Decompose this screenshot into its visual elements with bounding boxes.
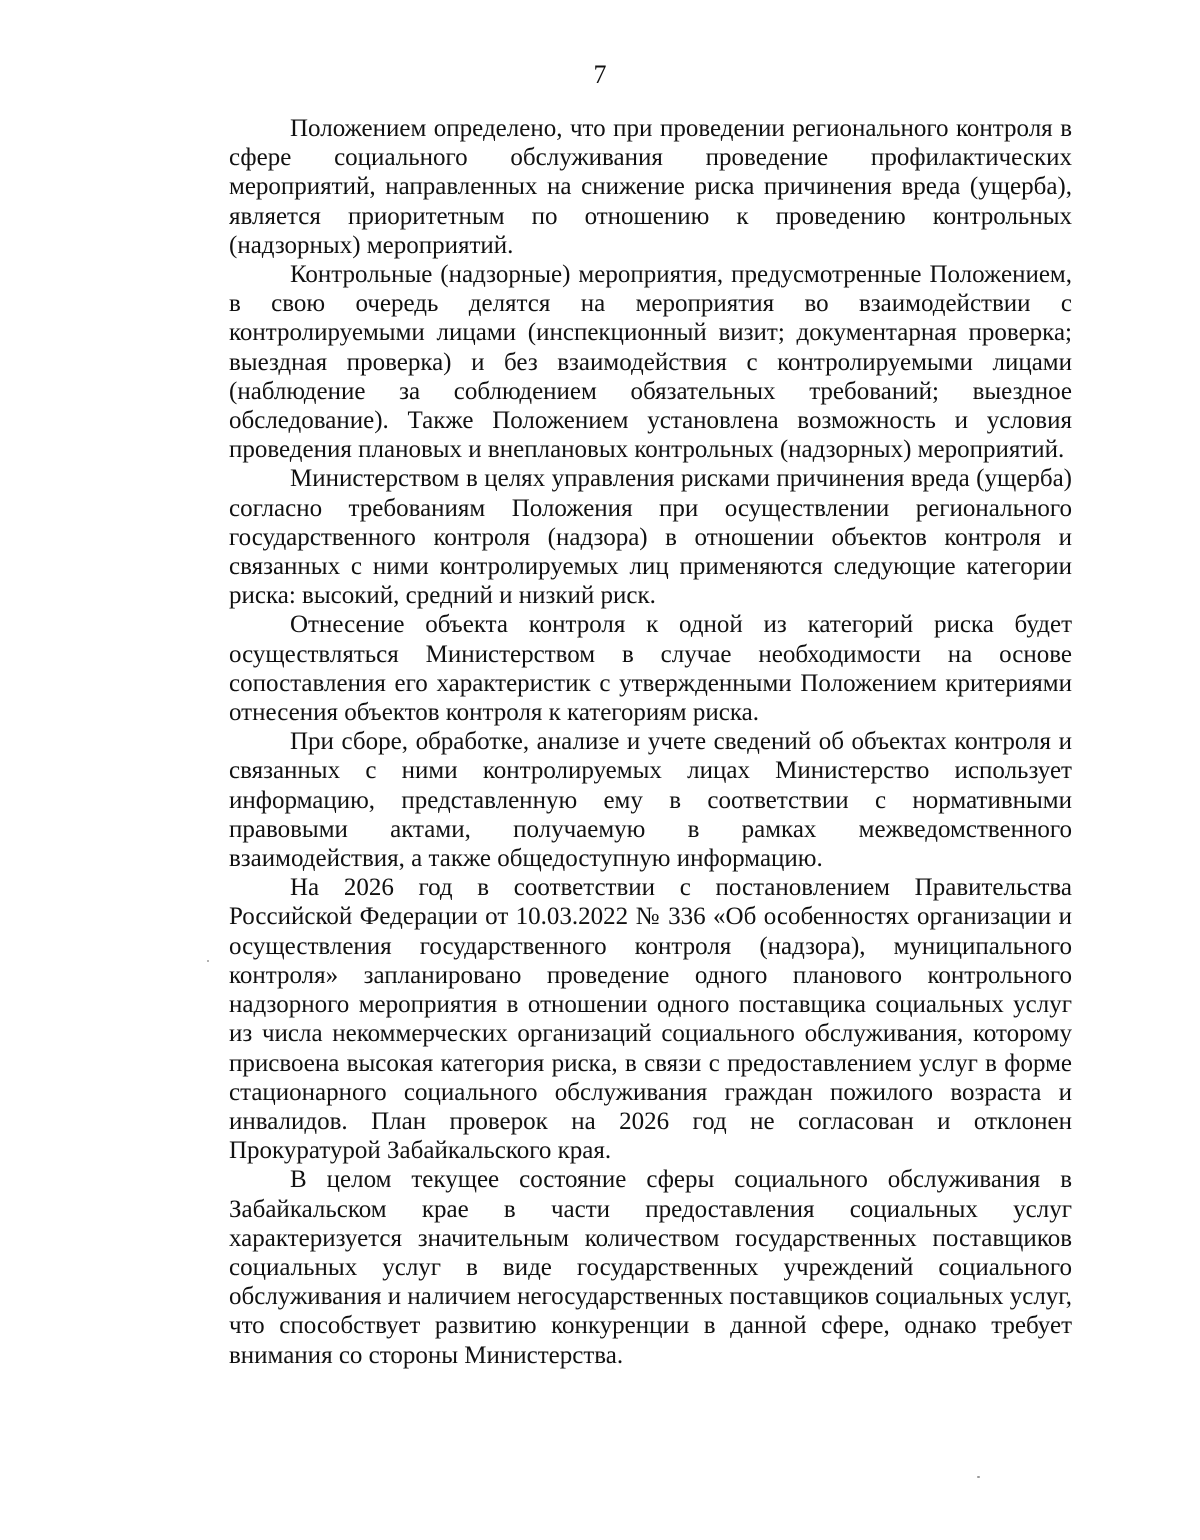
- paragraph-risk-categories: Министерством в целях управления рисками причинения вреда (ущерба) согласно требованиям Положения при осуществлении регионального государственного контроля (надзора) в отношении объектов контроля и связанных с ними контролируемых лиц применяются следующие категории риска: высокий, средний и низкий риск.: [229, 465, 1072, 610]
- paragraph-control-measures: Контрольные (надзорные) мероприятия, предусмотренные Положением, в свою очередь делятся на мероприятия во взаимодействии с контролируемыми лицами (инспекционный визит; документарная проверка; выездная проверка) и без взаимодействия с контролируемыми лицами (наблюдение за соблюдением обязательных требований; выездное обследование). Также Положением установлена возможность и условия проведения плановых и внеплановых контрольных (надзорных) мероприятий.: [229, 261, 1072, 464]
- scan-speck: [207, 960, 209, 962]
- paragraph-information-sources: При сборе, обработке, анализе и учете сведений об объектах контроля и связанных с ними контролируемых лицах Министерство использует информацию, представленную ему в соответствии с нормативными правовыми актами, получаемую в рамках межведомственного взаимодействия, а также общедоступную информацию.: [229, 728, 1072, 873]
- paragraph-inspection-plan-2026: На 2026 год в соответствии с постановлением Правительства Российской Федерации от 10.03.2022 № 336 «Об особенностях организации и осуществления государственного контроля (надзора), муниципального контроля» запланировано проведение одного планового контрольного надзорного мероприятия в отношении одного поставщика социальных услуг из числа некоммерческих организаций социального обслуживания, которому присвоена высокая категория риска, в связи с предоставлением услуг в форме стационарного социального обслуживания граждан пожилого возраста и инвалидов. План проверок на 2026 год не согласован и отклонен Прокуратурой Забайкальского края.: [229, 874, 1072, 1165]
- paragraph-current-state: В целом текущее состояние сферы социального обслуживания в Забайкальском крае в части предоставления социальных услуг характеризуется значительным количеством государственных поставщиков социальных услуг в виде государственных учреждений социального обслуживания и наличием негосударственных поставщиков социальных услуг, что способствует развитию конкуренции в данной сфере, однако требует внимания со стороны Министерства.: [229, 1166, 1072, 1369]
- paragraph-prevention-priority: Положением определено, что при проведении регионального контроля в сфере социального обслуживания проведение профилактических мероприятий, направленных на снижение риска причинения вреда (ущерба), является приоритетным по отношению к проведению контрольных (надзорных) мероприятий.: [229, 115, 1072, 259]
- document-body: [229, 114, 1072, 1370]
- scan-speck: [977, 1476, 980, 1478]
- page-number: 7: [593, 60, 607, 89]
- paragraph-risk-assignment: Отнесение объекта контроля к одной из категорий риска будет осуществляться Министерством в случае необходимости на основе сопоставления его характеристик с утвержденными Положением критериями отнесения объектов контроля к категориям риска.: [229, 611, 1072, 727]
